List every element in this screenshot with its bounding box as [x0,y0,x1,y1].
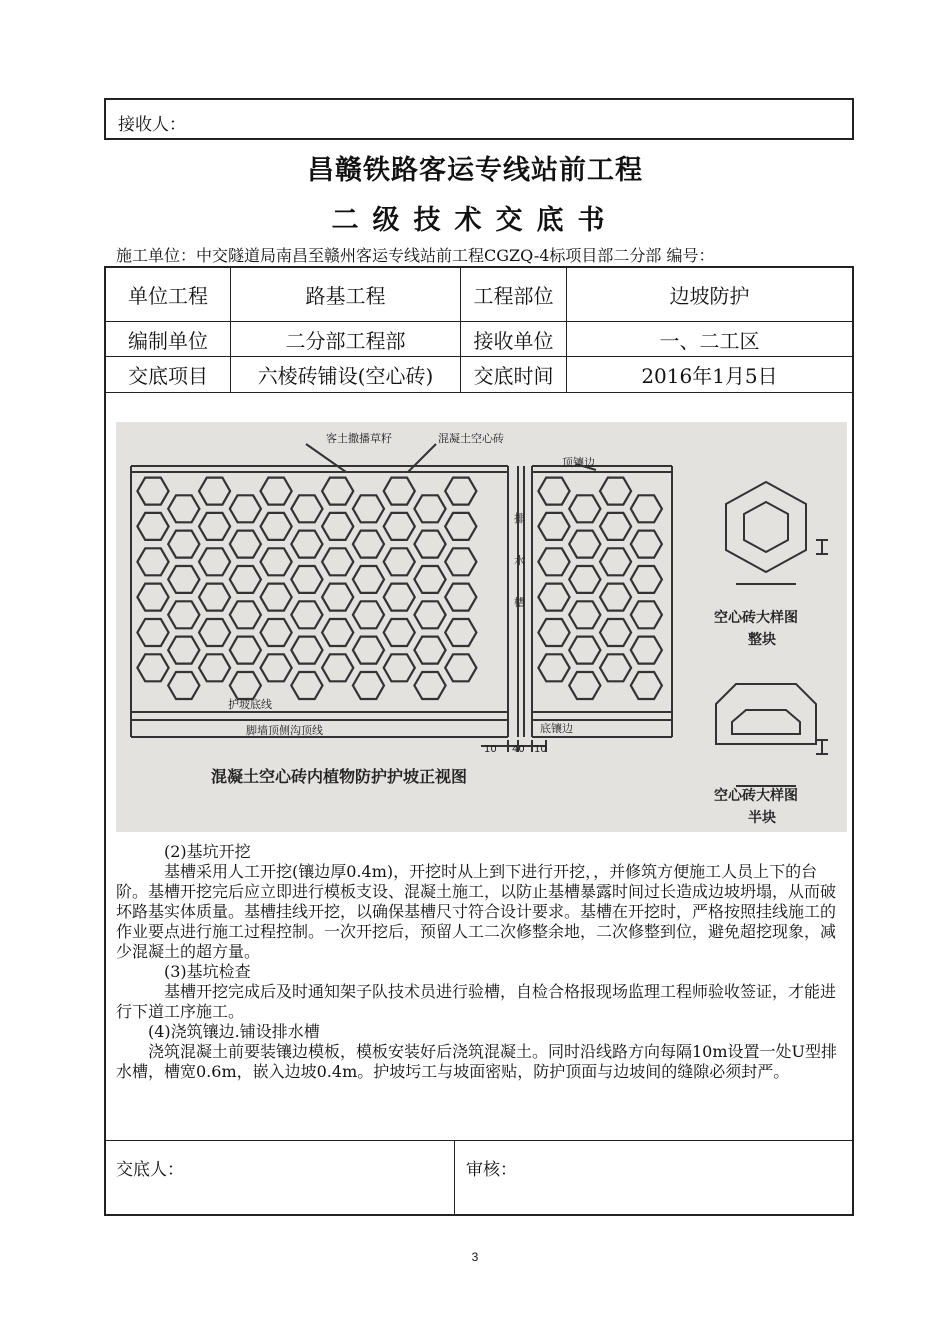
hexagon-brick [230,531,261,558]
hexagon-brick [600,478,631,505]
hexagon-brick [414,672,445,699]
disclosure-table [104,266,854,1216]
dim-40: 40 [512,744,525,755]
hexagon-brick [322,619,353,646]
hexagon-brick [168,566,199,593]
hexagon-brick [168,495,199,522]
hexagon-brick [199,513,230,540]
hexagon-brick [168,601,199,628]
hexagon-brick [538,548,569,575]
hexagon-brick [261,513,292,540]
hexagon-brick [384,654,415,681]
hexagon-brick [353,601,384,628]
hexagon-brick [291,672,322,699]
hexagon-brick [600,654,631,681]
label-slope-bottom: 护坡底线 [228,698,272,711]
hexagon-brick [445,584,476,611]
signature-divider [454,1141,455,1214]
hexagon-brick [414,531,445,558]
hexagon-brick [353,672,384,699]
receiver-box [104,98,854,140]
table-value: 六棱砖铺设(空心砖) [230,357,460,392]
hexagon-brick [414,495,445,522]
hexagon-brick [445,478,476,505]
section-paragraph-4: 浇筑混凝土前要装镶边模板，模板安装好后浇筑混凝土。同时沿线路方向每隔10m设置一处U型排水槽，槽宽0.6m，嵌入边坡0.4m。护坡圬工与坡面密贴，防护顶面与边坡间的缝隙必须封严。 [116,1042,838,1081]
hexagon-brick [230,566,261,593]
hexagon-brick [538,654,569,681]
signature-row [106,1140,852,1214]
hexagon-brick [261,478,292,505]
hexagon-brick [538,513,569,540]
body-text [116,842,848,1082]
hexagon-brick [631,672,662,699]
hexagon-brick [353,531,384,558]
table-row [106,357,852,393]
label-brick: 混凝土空心砖 [438,432,504,445]
dim-10-right: 10 [534,744,547,755]
hexagon-brick [445,548,476,575]
table-row [106,268,852,322]
table-key: 交底项目 [128,364,208,388]
hexagon-brick [230,637,261,664]
label-drain-2: 水 [514,554,525,567]
hexagon-brick [261,619,292,646]
hexagon-brick [261,654,292,681]
dim-10-left: 10 [484,744,497,755]
hexagon-brick [414,637,445,664]
hexagon-brick [445,619,476,646]
construction-unit-line: 施工单位：中交隧道局南昌至赣州客运专线站前工程CGZQ-4标项目部二分部 编号： [116,246,715,265]
hexagon-brick [445,513,476,540]
hexagon-brick [137,478,168,505]
hexagon-brick [353,495,384,522]
hexagon-brick [384,548,415,575]
table-key: 单位工程 [128,284,208,308]
hexagon-brick [353,566,384,593]
hexagon-brick [569,672,600,699]
hexagon-brick [137,619,168,646]
hexagon-brick [291,637,322,664]
hexagon-brick [137,548,168,575]
hexagon-brick [291,601,322,628]
hexagon-brick [322,478,353,505]
hexagon-brick [600,619,631,646]
hexagon-brick [322,513,353,540]
hexagon-brick [137,654,168,681]
hexagon-brick [569,601,600,628]
hexagon-brick [199,584,230,611]
hexagon-brick [291,566,322,593]
table-row [106,322,852,357]
section-heading-4: (4)浇筑镶边.铺设排水槽 [148,1022,320,1041]
table-key: 工程部位 [460,268,566,321]
hexagon-brick [631,495,662,522]
receiver-label: 接收人： [118,115,186,135]
hexagon-brick [199,548,230,575]
hexagon-brick [322,584,353,611]
hexagon-brick [291,495,322,522]
drawing-caption: 混凝土空心砖内植物防护护坡正视图 [211,767,468,786]
section-heading-2: (2)基坑开挖 [164,842,251,861]
hexagon-brick [569,531,600,558]
detail-full-title: 空心砖大样图 [714,610,798,626]
hexagon-brick [600,548,631,575]
hexagon-brick [631,637,662,664]
hexagon-brick [291,531,322,558]
hexagon-brick [631,601,662,628]
label-drain-3: 槽 [514,596,525,609]
slope-protection-drawing [116,422,847,832]
table-value: 路基工程 [230,268,460,321]
hexagon-brick [538,619,569,646]
label-drain-1: 排 [514,512,525,525]
hexagon-brick [199,619,230,646]
hexagon-brick [569,566,600,593]
detail-full-subtitle: 整块 [748,632,776,648]
hexagon-brick [353,637,384,664]
hexagon-brick [384,584,415,611]
hexagon-brick [631,531,662,558]
label-grass: 客土撒播草籽 [326,432,392,445]
table-value: 边坡防护 [566,268,852,321]
table-key: 交底时间 [460,357,566,392]
label-top-edge: 顶镶边 [562,456,595,469]
section-paragraph-2: 基槽采用人工开挖(镶边厚0.4m)，开挖时从上到下进行开挖，，并修筑方便施工人员上下的台阶。基槽开挖完后应立即进行模板支设、混凝土施工，以防止基槽暴露时间过长造成边坡坍塌，从而破坏路基实体质量。基槽挂线开挖，以确保基槽尺寸符合设计要求。基槽在开挖时，严格按照挂线施工的作业要点进行施工过程控制。一次开挖后，预留人工二次修整余地，二次修整到位，避免超挖现象，减少混凝土的超方量。 [116,862,837,961]
detail-half-subtitle: 半块 [748,810,776,826]
hexagon-brick [384,478,415,505]
table-key: 接收单位 [460,322,566,356]
hexagon-brick [538,478,569,505]
hexagon-brick [445,654,476,681]
hexagon-brick [384,513,415,540]
hexagon-brick [168,637,199,664]
hexagon-brick [600,513,631,540]
document-title: 昌赣铁路客运专线站前工程 [307,155,643,186]
detail-half-title: 空心砖大样图 [714,788,798,804]
hexagon-brick [384,619,415,646]
discloser-label: 交底人： [116,1160,184,1180]
hexagon-brick [261,548,292,575]
hexagon-brick [230,672,261,699]
hexagon-brick [137,584,168,611]
hexagon-brick [414,601,445,628]
hexagon-brick [137,513,168,540]
hexagon-brick [600,584,631,611]
document-subtitle: 二级技术交底书 [331,205,619,236]
label-bottom-edge: 底镶边 [540,722,573,735]
table-value: 一、二工区 [566,322,852,356]
section-paragraph-3: 基槽开挖完成后及时通知架子队技术员进行验槽，自检合格报现场监理工程师验收签证，才能进行下道工序施工。 [116,982,837,1021]
hexagon-brick [322,654,353,681]
table-value: 二分部工程部 [230,322,460,356]
hexagon-brick [199,478,230,505]
drawing-svg [116,422,847,832]
hexagon-brick [322,548,353,575]
hexagon-brick [168,672,199,699]
hexagon-brick [230,601,261,628]
hexagon-brick [414,566,445,593]
hexagon-brick [261,584,292,611]
hexagon-brick [168,531,199,558]
hexagon-brick [230,495,261,522]
hexagon-brick [538,584,569,611]
hexagon-brick [569,495,600,522]
table-value: 2016年1月5日 [566,357,852,392]
table-key: 编制单位 [128,328,208,353]
section-heading-3: (3)基坑检查 [164,962,251,981]
hexagon-brick [631,566,662,593]
page-number: 3 [471,1250,479,1264]
label-ditch-line: 脚墙顶侧沟顶线 [246,724,323,737]
hexagon-brick [199,654,230,681]
hexagon-brick [569,637,600,664]
reviewer-label: 审核： [466,1160,517,1180]
